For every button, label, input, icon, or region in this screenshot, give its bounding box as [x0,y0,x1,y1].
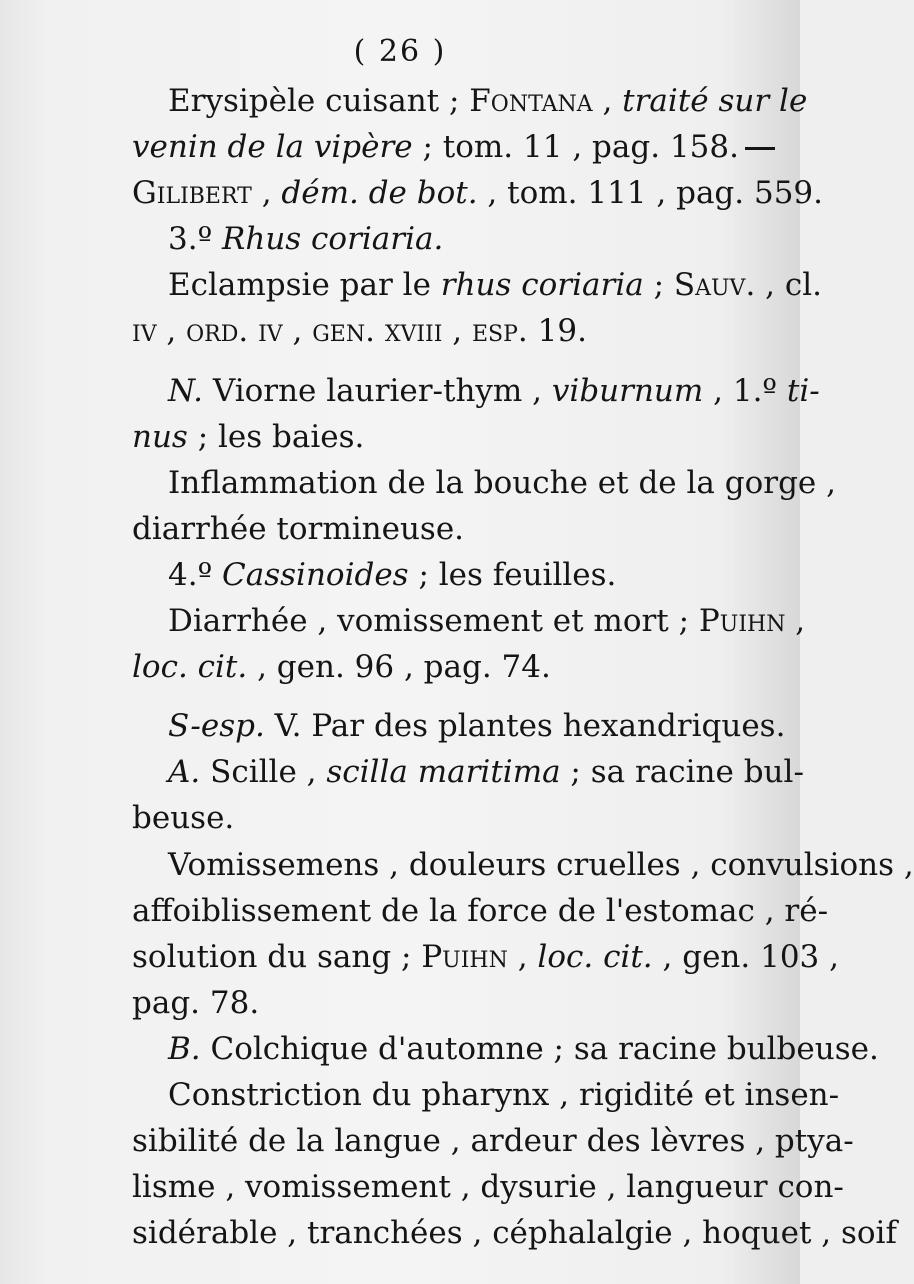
text-segment: Colchique d'automne ; sa racine bulbeuse. [200,1030,879,1067]
text-segment: scilla maritima [326,754,561,791]
text-segment: Constriction du pharynx , rigidité et insen- [168,1076,840,1113]
text-line [132,262,823,308]
text-segment: Vomissemens , douleurs cruelles , convulsions , [168,846,914,883]
text-segment: 4.º [168,556,223,593]
text-segment: , [785,603,806,640]
text-segment: loc. cit. [537,938,653,975]
text-segment: traité sur le [622,83,808,119]
text-segment: Cassinoides [222,556,409,593]
text-line [132,216,758,262]
text-segment: diarrhée tormineuse. [132,510,465,547]
text-segment: solution du sang ; [132,938,422,975]
text-segment: ; tom. 11 , pag. 158. [412,129,739,166]
text-line [132,934,839,980]
text-segment: pag. 78. [132,984,260,1021]
text-segment: iv , ord. iv , gen. xviii , esp. 19. [132,313,587,350]
text-line [132,1026,879,1072]
text-line [132,980,758,1026]
text-segment: , tom. 111 , pag. 559. [477,175,823,212]
text-line [132,1072,840,1118]
text-segment: ; les feuilles. [408,556,617,593]
text-segment: B. [168,1030,201,1067]
text-segment: ; les baies. [187,418,365,455]
text-segment: , [592,83,623,119]
text-segment: dém. de bot. [281,175,478,212]
text-segment: sibilité de la langue , ardeur des lèvres , ptya- [132,1123,854,1160]
text-line [132,703,786,749]
page-number: ( 26 ) [353,34,447,69]
text-segment: sidérable , tranchées , céphalalgie , hoquet , soif [132,1215,897,1252]
text-segment: nus [132,418,188,455]
text-segment: rhus coriaria [440,267,644,304]
text-line [132,842,914,888]
text-line [132,1210,897,1256]
text-segment: Fontana [469,83,593,119]
text-segment: Eclampsie par le [168,267,441,304]
text-segment: 3.º [168,221,223,258]
text-segment: Gilibert [132,175,252,212]
text-segment: , cl. [755,267,823,304]
text-segment: Puihn [698,603,786,640]
text-segment: Diarrhée , vomissement et mort ; [168,603,699,640]
text-line [132,598,806,644]
text-line [132,460,836,506]
text-line [132,888,829,934]
text-segment: Rhus coriaria. [222,221,444,258]
text-segment: N. [168,372,203,409]
text-line [132,124,758,170]
text-segment: ti- [786,372,820,409]
text-line [132,1164,844,1210]
text-line [132,414,758,460]
text-line [132,795,758,841]
text-segment: Scille , [200,754,327,791]
paragraph-gap [132,690,758,703]
text-line [132,749,804,795]
text-line [132,644,758,690]
text-segment: affoiblissement de la force de l'estomac , ré- [132,892,829,929]
text-line [132,552,758,598]
text-segment: venin de la vipère [132,129,413,166]
text-segment: Sauv. [673,267,756,304]
text-segment: A. [168,754,201,791]
page-text [132,78,914,1256]
text-segment: loc. cit. [132,649,248,686]
text-segment: Viorne laurier-thym , [203,372,552,409]
text-line [132,506,758,552]
text-segment: ; sa racine bul- [560,754,804,791]
text-segment: , [251,175,282,212]
text-line [132,170,823,216]
text-segment: , [507,938,538,975]
text-segment: lisme , vomissement , dysurie , langueur con- [132,1169,844,1206]
paragraph-gap [132,355,758,368]
dash-rule [745,147,775,150]
text-line [132,1118,854,1164]
text-segment: , 1.º [703,372,787,409]
text-line [132,78,808,124]
text-segment: S-esp. [168,708,265,745]
text-segment: viburnum [551,372,704,409]
text-line [132,308,758,354]
text-segment: , gen. 96 , pag. 74. [247,649,551,686]
text-line [132,368,820,414]
text-segment: , gen. 103 , [652,938,839,975]
text-segment: ; [643,267,674,304]
text-segment: Erysipèle cuisant ; [168,83,470,119]
text-segment: beuse. [132,800,235,837]
text-segment: Puihn [421,938,508,975]
text-segment: V. Par des plantes hexandriques. [264,708,786,745]
text-segment: Inflammation de la bouche et de la gorge , [168,464,836,501]
